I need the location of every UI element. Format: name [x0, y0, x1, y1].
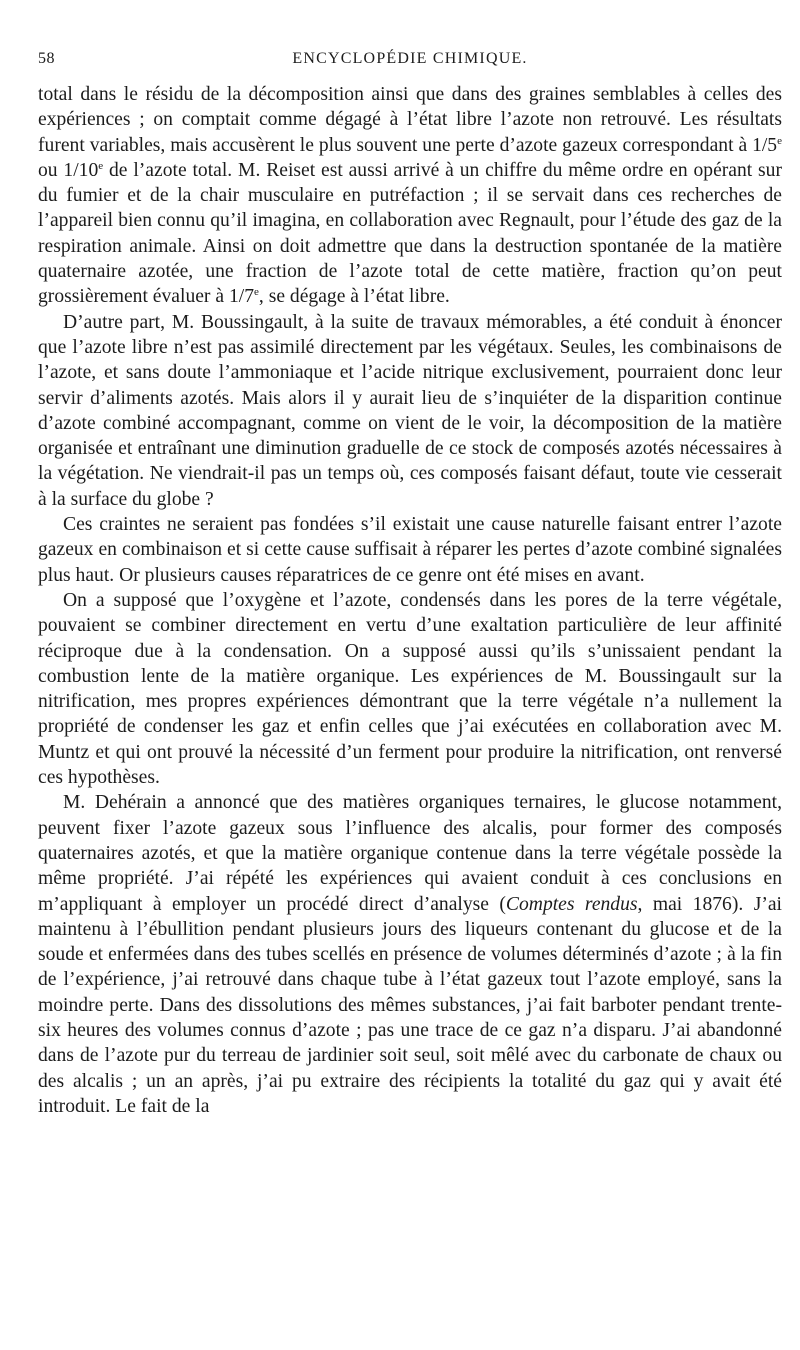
running-title: ENCYCLOPÉDIE CHIMIQUE. — [292, 50, 528, 67]
page-header — [38, 50, 782, 76]
page-number: 58 — [38, 50, 55, 67]
paragraph-3: Ces craintes ne seraient pas fondées s’il existait une cause naturelle faisant entrer l’azote gazeux en combinaison et si cette cause suffisait à réparer les pertes d’azote combiné signalées plus haut. Or plusieurs causes réparatrices de ce genre ont été mises en avant. — [38, 514, 782, 586]
paragraph-2: D’autre part, M. Boussingault, à la suite de travaux mémorables, a été conduit à énoncer que l’azote libre n’est pas assimilé directement par les végétaux. Seules, les combinaisons de l’azote, et sans doute l’ammoniaque et l’acide nitrique exclusivement, pourraient donc leur servir d’aliments azotés. Mais alors il y aurait lieu de s’inquiéter de la disparition continue d’azote combiné accompagnant, comme on vient de le voir, la décomposition de la matière organisée et entraînant une diminution graduelle de ce stock de composés azotés nécessaires à la végétation. Ne viendrait-il pas un temps où, ces composés faisant défaut, toute vie cesserait à la surface du globe ? — [38, 311, 782, 510]
body-text — [38, 82, 782, 1119]
paragraph-4: On a supposé que l’oxygène et l’azote, condensés dans les pores de la terre végétale, pouvaient se combiner directement en vertu d’une exaltation particulière de leur affinité réciproque due à la condensation. On a supposé aussi qu’ils s’unissaient pendant la combustion lente de la matière organique. Les expériences de M. Boussingault sur la nitrification, mes propres expériences démontrant que la terre végétale n’a nullement la propriété de condenser les gaz et enfin celles que j’ai exécutées en collaboration avec M. Muntz et qui ont prouvé la nécessité d’un ferment pour produire la nitrification, ont renversé ces hypothèses. — [38, 589, 782, 789]
paragraph-1: total dans le résidu de la décomposition ainsi que dans des graines semblables à celles des expériences ; on comptait comme dégagé à l’état libre l’azote non retrouvé. Les résultats furent variables, mais accusèrent le plus souvent une perte d’azote gazeux correspondant à 1/5e ou 1/10e de l’azote total. M. Reiset est aussi arrivé à un chiffre du même ordre en opérant sur du fumier et de la chair musculaire en putréfaction ; il se servait dans ces recherches de l’appareil bien connu qu’il imagina, en collaboration avec Regnault, pour l’étude des gaz de la respiration animale. Ainsi on doit admettre que dans la destruction spontanée de la matière quaternaire azotée, une fraction de l’azote total de cette matière, fraction qu’on peut grossièrement évaluer à 1/7e, se dégage à l’état libre. — [38, 84, 783, 308]
paragraph-5: M. Dehérain a annoncé que des matières organiques ternaires, le glucose notamment, peuvent fixer l’azote gazeux sous l’influence des alcalis, pour former des composés quaternaires azotés, et que la matière organique contenue dans la terre végétale possède la même propriété. J’ai répété les expériences qui avaient conduit à ces conclusions en m’appliquant à employer un procédé direct d’analyse (Comptes rendus, mai 1876). J’ai maintenu à l’ébullition pendant plusieurs jours des liqueurs contenant du glucose et de la soude et enfermées dans des tubes scellés en présence de volumes déterminés d’azote ; à la fin de l’expérience, j’ai retrouvé dans chaque tube à l’état gazeux tout l’azote employé, sans la moindre perte. Dans des dissolutions des mêmes substances, j’ai fait barboter pendant trente-six heures des volumes connus d’azote ; pas une trace de ce gaz n’a disparu. J’ai abandonné dans de l’azote pur du terreau de jardinier soit seul, soit mêlé avec du carbonate de chaux ou des alcalis ; un an après, j’ai pu extraire des récipients la totalité du gaz qui y avait été introduit. Le fait de la — [38, 792, 782, 1117]
